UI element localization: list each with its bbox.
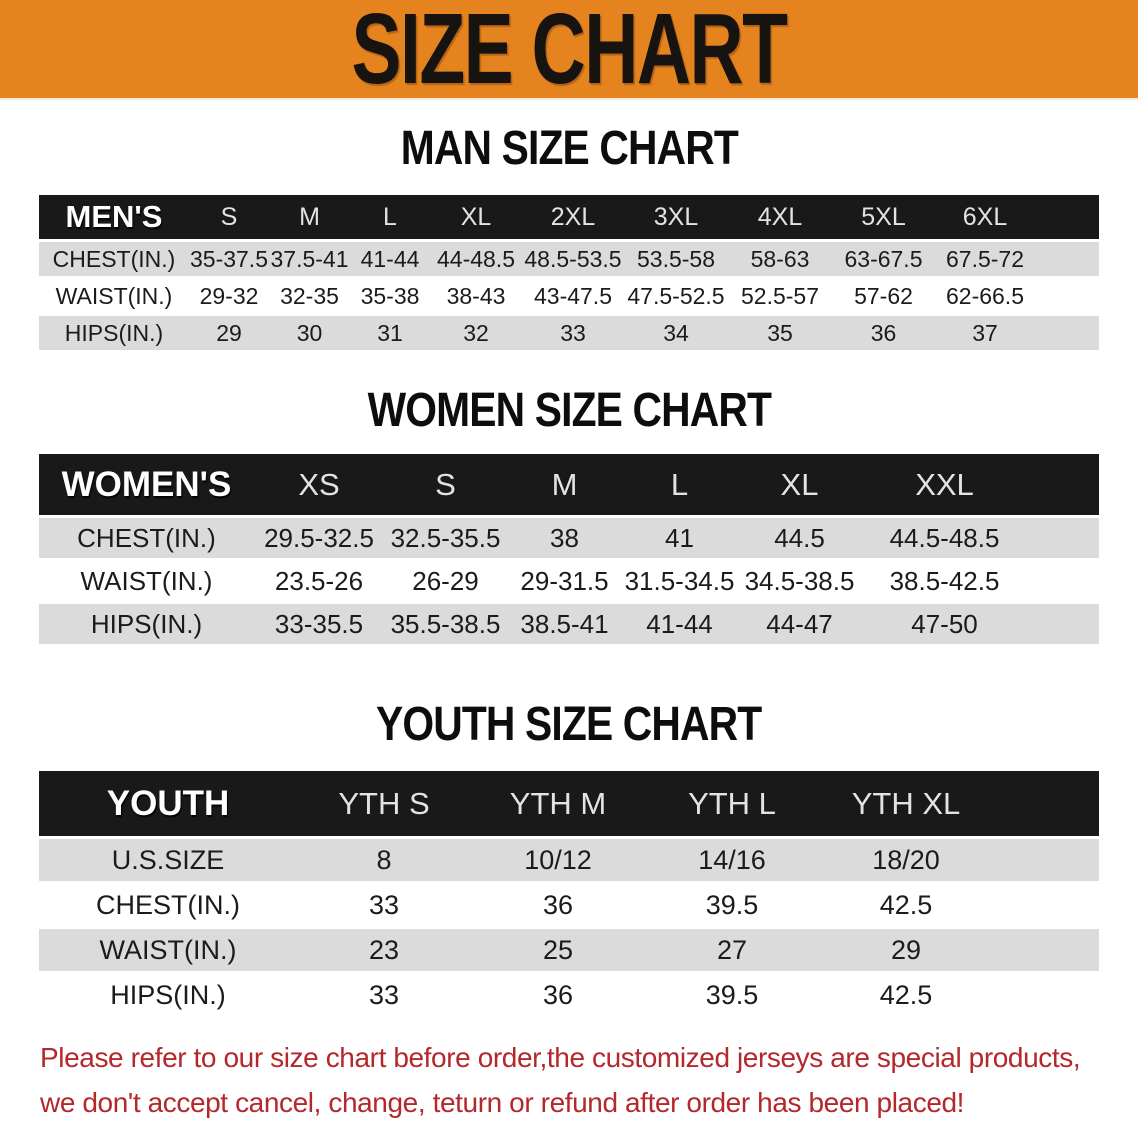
disclaimer bbox=[40, 1035, 1138, 1125]
spacer-cell bbox=[1035, 195, 1099, 239]
size-value: 23.5-26 bbox=[254, 561, 384, 601]
spacer-cell bbox=[1027, 454, 1099, 515]
size-value: 26-29 bbox=[384, 561, 507, 601]
table-row bbox=[39, 974, 1099, 1016]
spacer-cell bbox=[1035, 316, 1099, 350]
row-label: HIPS(IN.) bbox=[39, 316, 189, 350]
row-label: HIPS(IN.) bbox=[39, 974, 297, 1016]
men-size-table bbox=[39, 192, 1099, 353]
youth-size-table bbox=[39, 768, 1099, 1019]
disclaimer-line-2: we don't accept cancel, change, teturn or refund after order has been placed! bbox=[40, 1087, 965, 1118]
size-value: 29 bbox=[189, 316, 269, 350]
size-column-header: S bbox=[384, 454, 507, 515]
size-column-header: YTH S bbox=[297, 771, 471, 836]
size-value: 29-31.5 bbox=[507, 561, 622, 601]
spacer-cell bbox=[993, 839, 1099, 881]
spacer-cell bbox=[993, 771, 1099, 836]
size-value: 23 bbox=[297, 929, 471, 971]
size-column-header: 5XL bbox=[832, 195, 935, 239]
size-value: 33 bbox=[297, 974, 471, 1016]
women-header-row bbox=[39, 454, 1099, 515]
size-value: 36 bbox=[471, 884, 645, 926]
size-value: 33-35.5 bbox=[254, 604, 384, 644]
size-value: 36 bbox=[471, 974, 645, 1016]
size-value: 32.5-35.5 bbox=[384, 518, 507, 558]
size-value: 31.5-34.5 bbox=[622, 561, 737, 601]
size-column-header: 2XL bbox=[522, 195, 624, 239]
size-column-header: 4XL bbox=[728, 195, 832, 239]
size-value: 57-62 bbox=[832, 279, 935, 313]
size-value: 43-47.5 bbox=[522, 279, 624, 313]
table-row bbox=[39, 561, 1099, 601]
size-value: 35-38 bbox=[350, 279, 430, 313]
size-value: 35 bbox=[728, 316, 832, 350]
row-label: CHEST(IN.) bbox=[39, 518, 254, 558]
youth-section-title: YOUTH SIZE CHART bbox=[376, 698, 762, 751]
row-label: WAIST(IN.) bbox=[39, 279, 189, 313]
size-value: 44.5-48.5 bbox=[862, 518, 1027, 558]
size-value: 63-67.5 bbox=[832, 242, 935, 276]
size-column-header: YTH XL bbox=[819, 771, 993, 836]
table-row bbox=[39, 604, 1099, 644]
size-value: 39.5 bbox=[645, 884, 819, 926]
row-label: CHEST(IN.) bbox=[39, 884, 297, 926]
size-value: 47.5-52.5 bbox=[624, 279, 728, 313]
size-value: 44-47 bbox=[737, 604, 862, 644]
size-value: 48.5-53.5 bbox=[522, 242, 624, 276]
size-value: 47-50 bbox=[862, 604, 1027, 644]
size-value: 8 bbox=[297, 839, 471, 881]
size-column-header: XL bbox=[737, 454, 862, 515]
men-section bbox=[0, 122, 1138, 175]
women-section bbox=[0, 384, 1138, 437]
size-value: 62-66.5 bbox=[935, 279, 1035, 313]
table-title: YOUTH bbox=[39, 771, 297, 836]
youth-section bbox=[0, 698, 1138, 751]
size-column-header: XL bbox=[430, 195, 522, 239]
size-value: 33 bbox=[522, 316, 624, 350]
size-value: 18/20 bbox=[819, 839, 993, 881]
size-value: 14/16 bbox=[645, 839, 819, 881]
size-value: 52.5-57 bbox=[728, 279, 832, 313]
size-value: 33 bbox=[297, 884, 471, 926]
table-title: WOMEN'S bbox=[39, 454, 254, 515]
size-value: 25 bbox=[471, 929, 645, 971]
size-column-header: 6XL bbox=[935, 195, 1035, 239]
size-value: 41 bbox=[622, 518, 737, 558]
size-value: 41-44 bbox=[350, 242, 430, 276]
size-column-header: L bbox=[622, 454, 737, 515]
size-column-header: L bbox=[350, 195, 430, 239]
spacer-cell bbox=[1027, 518, 1099, 558]
size-value: 29-32 bbox=[189, 279, 269, 313]
size-column-header: YTH M bbox=[471, 771, 645, 836]
size-value: 29.5-32.5 bbox=[254, 518, 384, 558]
spacer-cell bbox=[1027, 604, 1099, 644]
size-value: 29 bbox=[819, 929, 993, 971]
table-row bbox=[39, 929, 1099, 971]
spacer-cell bbox=[993, 974, 1099, 1016]
size-value: 30 bbox=[269, 316, 350, 350]
table-row bbox=[39, 316, 1099, 350]
size-value: 58-63 bbox=[728, 242, 832, 276]
spacer-cell bbox=[993, 929, 1099, 971]
size-value: 34.5-38.5 bbox=[737, 561, 862, 601]
size-value: 38-43 bbox=[430, 279, 522, 313]
table-row bbox=[39, 518, 1099, 558]
table-row bbox=[39, 279, 1099, 313]
size-value: 44.5 bbox=[737, 518, 862, 558]
table-row bbox=[39, 884, 1099, 926]
size-value: 10/12 bbox=[471, 839, 645, 881]
size-value: 38.5-42.5 bbox=[862, 561, 1027, 601]
women-size-table bbox=[39, 451, 1099, 647]
table-row bbox=[39, 242, 1099, 276]
banner bbox=[0, 0, 1138, 105]
size-value: 38.5-41 bbox=[507, 604, 622, 644]
disclaimer-line-1: Please refer to our size chart before order,the customized jerseys are special products, bbox=[40, 1042, 1081, 1073]
size-column-header: XXL bbox=[862, 454, 1027, 515]
size-column-header: 3XL bbox=[624, 195, 728, 239]
size-column-header: S bbox=[189, 195, 269, 239]
table-title: MEN'S bbox=[39, 195, 189, 239]
size-value: 32-35 bbox=[269, 279, 350, 313]
size-value: 41-44 bbox=[622, 604, 737, 644]
row-label: HIPS(IN.) bbox=[39, 604, 254, 644]
size-value: 31 bbox=[350, 316, 430, 350]
size-column-header: XS bbox=[254, 454, 384, 515]
size-value: 32 bbox=[430, 316, 522, 350]
size-value: 35-37.5 bbox=[189, 242, 269, 276]
row-label: U.S.SIZE bbox=[39, 839, 297, 881]
size-value: 34 bbox=[624, 316, 728, 350]
women-section-title: WOMEN SIZE CHART bbox=[367, 384, 771, 437]
size-column-header: M bbox=[269, 195, 350, 239]
size-value: 42.5 bbox=[819, 974, 993, 1016]
size-value: 38 bbox=[507, 518, 622, 558]
size-value: 39.5 bbox=[645, 974, 819, 1016]
spacer-cell bbox=[1035, 279, 1099, 313]
table-row bbox=[39, 839, 1099, 881]
size-value: 44-48.5 bbox=[430, 242, 522, 276]
youth-header-row bbox=[39, 771, 1099, 836]
size-value: 37 bbox=[935, 316, 1035, 350]
banner-title: SIZE CHART bbox=[351, 0, 787, 105]
size-value: 42.5 bbox=[819, 884, 993, 926]
size-value: 37.5-41 bbox=[269, 242, 350, 276]
size-value: 53.5-58 bbox=[624, 242, 728, 276]
row-label: WAIST(IN.) bbox=[39, 561, 254, 601]
spacer-cell bbox=[1027, 561, 1099, 601]
size-value: 27 bbox=[645, 929, 819, 971]
men-header-row bbox=[39, 195, 1099, 239]
row-label: CHEST(IN.) bbox=[39, 242, 189, 276]
spacer-cell bbox=[993, 884, 1099, 926]
size-value: 35.5-38.5 bbox=[384, 604, 507, 644]
size-value: 36 bbox=[832, 316, 935, 350]
size-column-header: YTH L bbox=[645, 771, 819, 836]
row-label: WAIST(IN.) bbox=[39, 929, 297, 971]
size-column-header: M bbox=[507, 454, 622, 515]
men-section-title: MAN SIZE CHART bbox=[400, 122, 738, 175]
size-value: 67.5-72 bbox=[935, 242, 1035, 276]
spacer-cell bbox=[1035, 242, 1099, 276]
